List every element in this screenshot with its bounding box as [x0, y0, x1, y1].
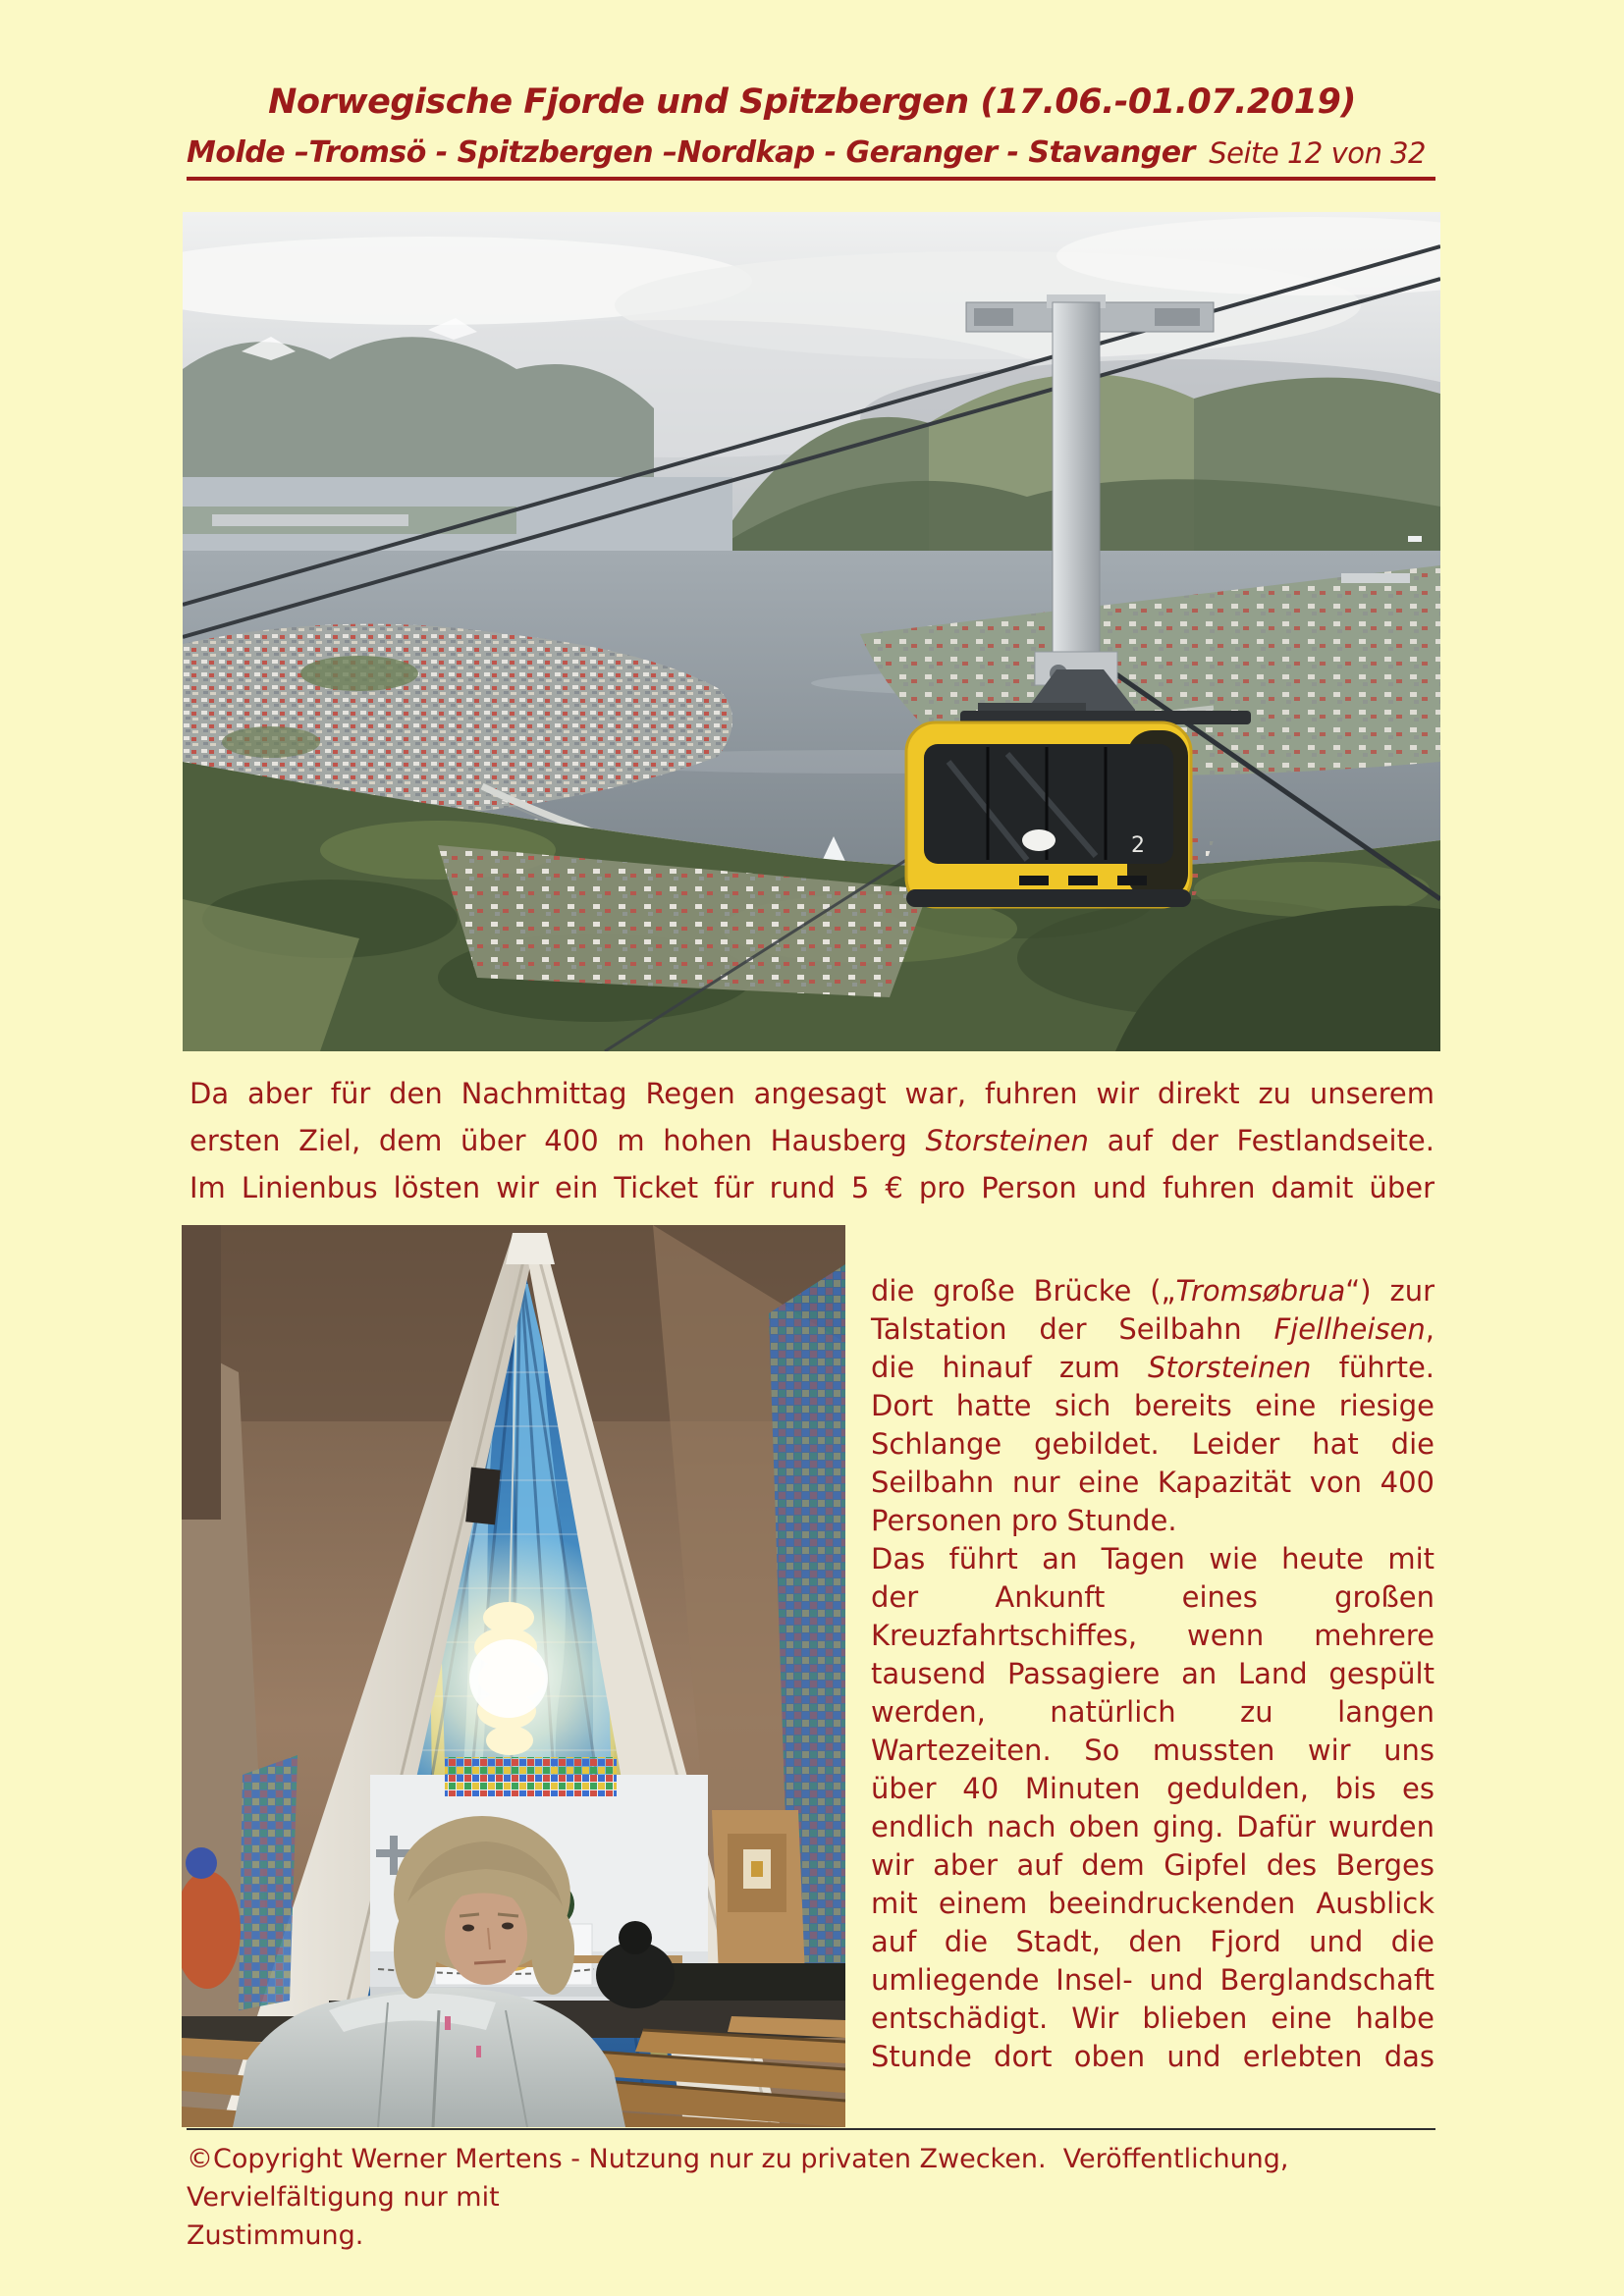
- body-paragraph: [189, 1070, 1435, 1211]
- page-indicator: Seite 12 von 32: [1209, 136, 1426, 170]
- copyright-line-2: Zustimmung.: [187, 2220, 364, 2251]
- gondola-number: 2: [1131, 833, 1145, 858]
- arctic-cathedral-photo: [182, 1225, 845, 2127]
- polar-bear-logo: [1022, 829, 1056, 851]
- column-line: wir aber auf dem Gipfel des Berges: [871, 1848, 1435, 1882]
- speaker-box: [465, 1468, 501, 1525]
- column-line: endlich nach oben ging. Dafür wurden: [871, 1810, 1435, 1843]
- copyright-line: ©Copyright Werner Mertens - Nutzung nur zu privaten Zwecken. Veröffentlichung, Vervielfältigung nur mit: [187, 2144, 1289, 2213]
- column-line: entschädigt. Wir blieben eine halbe: [871, 2002, 1435, 2035]
- column-line: werden, natürlich zu langen: [871, 1695, 1435, 1729]
- column-line: Talstation der Seilbahn Fjellheisen,: [871, 1312, 1435, 1346]
- column-line: umliegende Insel- und Berglandschaft: [871, 1963, 1435, 1997]
- paragraph-line: ersten Ziel, dem über 400 m hohen Hausberg Storsteinen auf der Festlandseite.: [189, 1124, 1435, 1157]
- arctic-cathedral-illustration: [182, 1225, 845, 2127]
- column-line: der Ankunft eines großen: [871, 1580, 1435, 1614]
- paragraph-line: Da aber für den Nachmittag Regen angesagt war, fuhren wir direkt zu unserem: [189, 1077, 1435, 1110]
- footer: [187, 2140, 1473, 2255]
- column-line: mit einem beeindruckenden Ausblick: [871, 1887, 1435, 1920]
- column-line: über 40 Minuten gedulden, bis es: [871, 1772, 1435, 1805]
- column-line: tausend Passagiere an Land gespült: [871, 1657, 1435, 1690]
- column-line: Dort hatte sich bereits eine riesige: [871, 1389, 1435, 1422]
- footer-divider: [187, 2128, 1435, 2130]
- tromso-aerial-photo-illustration: [183, 212, 1440, 1051]
- column-line: Stunde dort oben und erlebten das: [871, 2040, 1435, 2073]
- column-line: Schlange gebildet. Leider hat die: [871, 1427, 1435, 1461]
- tromso-aerial-photo: [183, 212, 1440, 1051]
- page-title: Norwegische Fjorde und Spitzbergen (17.06.-01.07.2019): [268, 82, 1356, 122]
- paragraph-line: Im Linienbus lösten wir ein Ticket für rund 5 € pro Person und fuhren damit über: [189, 1171, 1435, 1204]
- subtitle-row: [187, 135, 1435, 181]
- column-line: auf die Stadt, den Fjord und die: [871, 1925, 1435, 1958]
- column-line: Personen pro Stunde.: [871, 1504, 1177, 1537]
- column-line: die große Brücke („Tromsøbrua“) zur: [871, 1274, 1435, 1308]
- column-line: Kreuzfahrtschiffes, wenn mehrere: [871, 1619, 1435, 1652]
- column-line: Das führt an Tagen wie heute mit: [871, 1542, 1435, 1575]
- column-line: Seilbahn nur eine Kapazität von 400: [871, 1466, 1435, 1499]
- column-line: Wartezeiten. So mussten wir uns: [871, 1734, 1435, 1767]
- body-column: [871, 1272, 1435, 2076]
- column-line: die hinauf zum Storsteinen führte.: [871, 1351, 1435, 1384]
- route-subtitle: Molde –Tromsö - Spitzbergen –Nordkap - Geranger - Stavanger: [187, 135, 1195, 170]
